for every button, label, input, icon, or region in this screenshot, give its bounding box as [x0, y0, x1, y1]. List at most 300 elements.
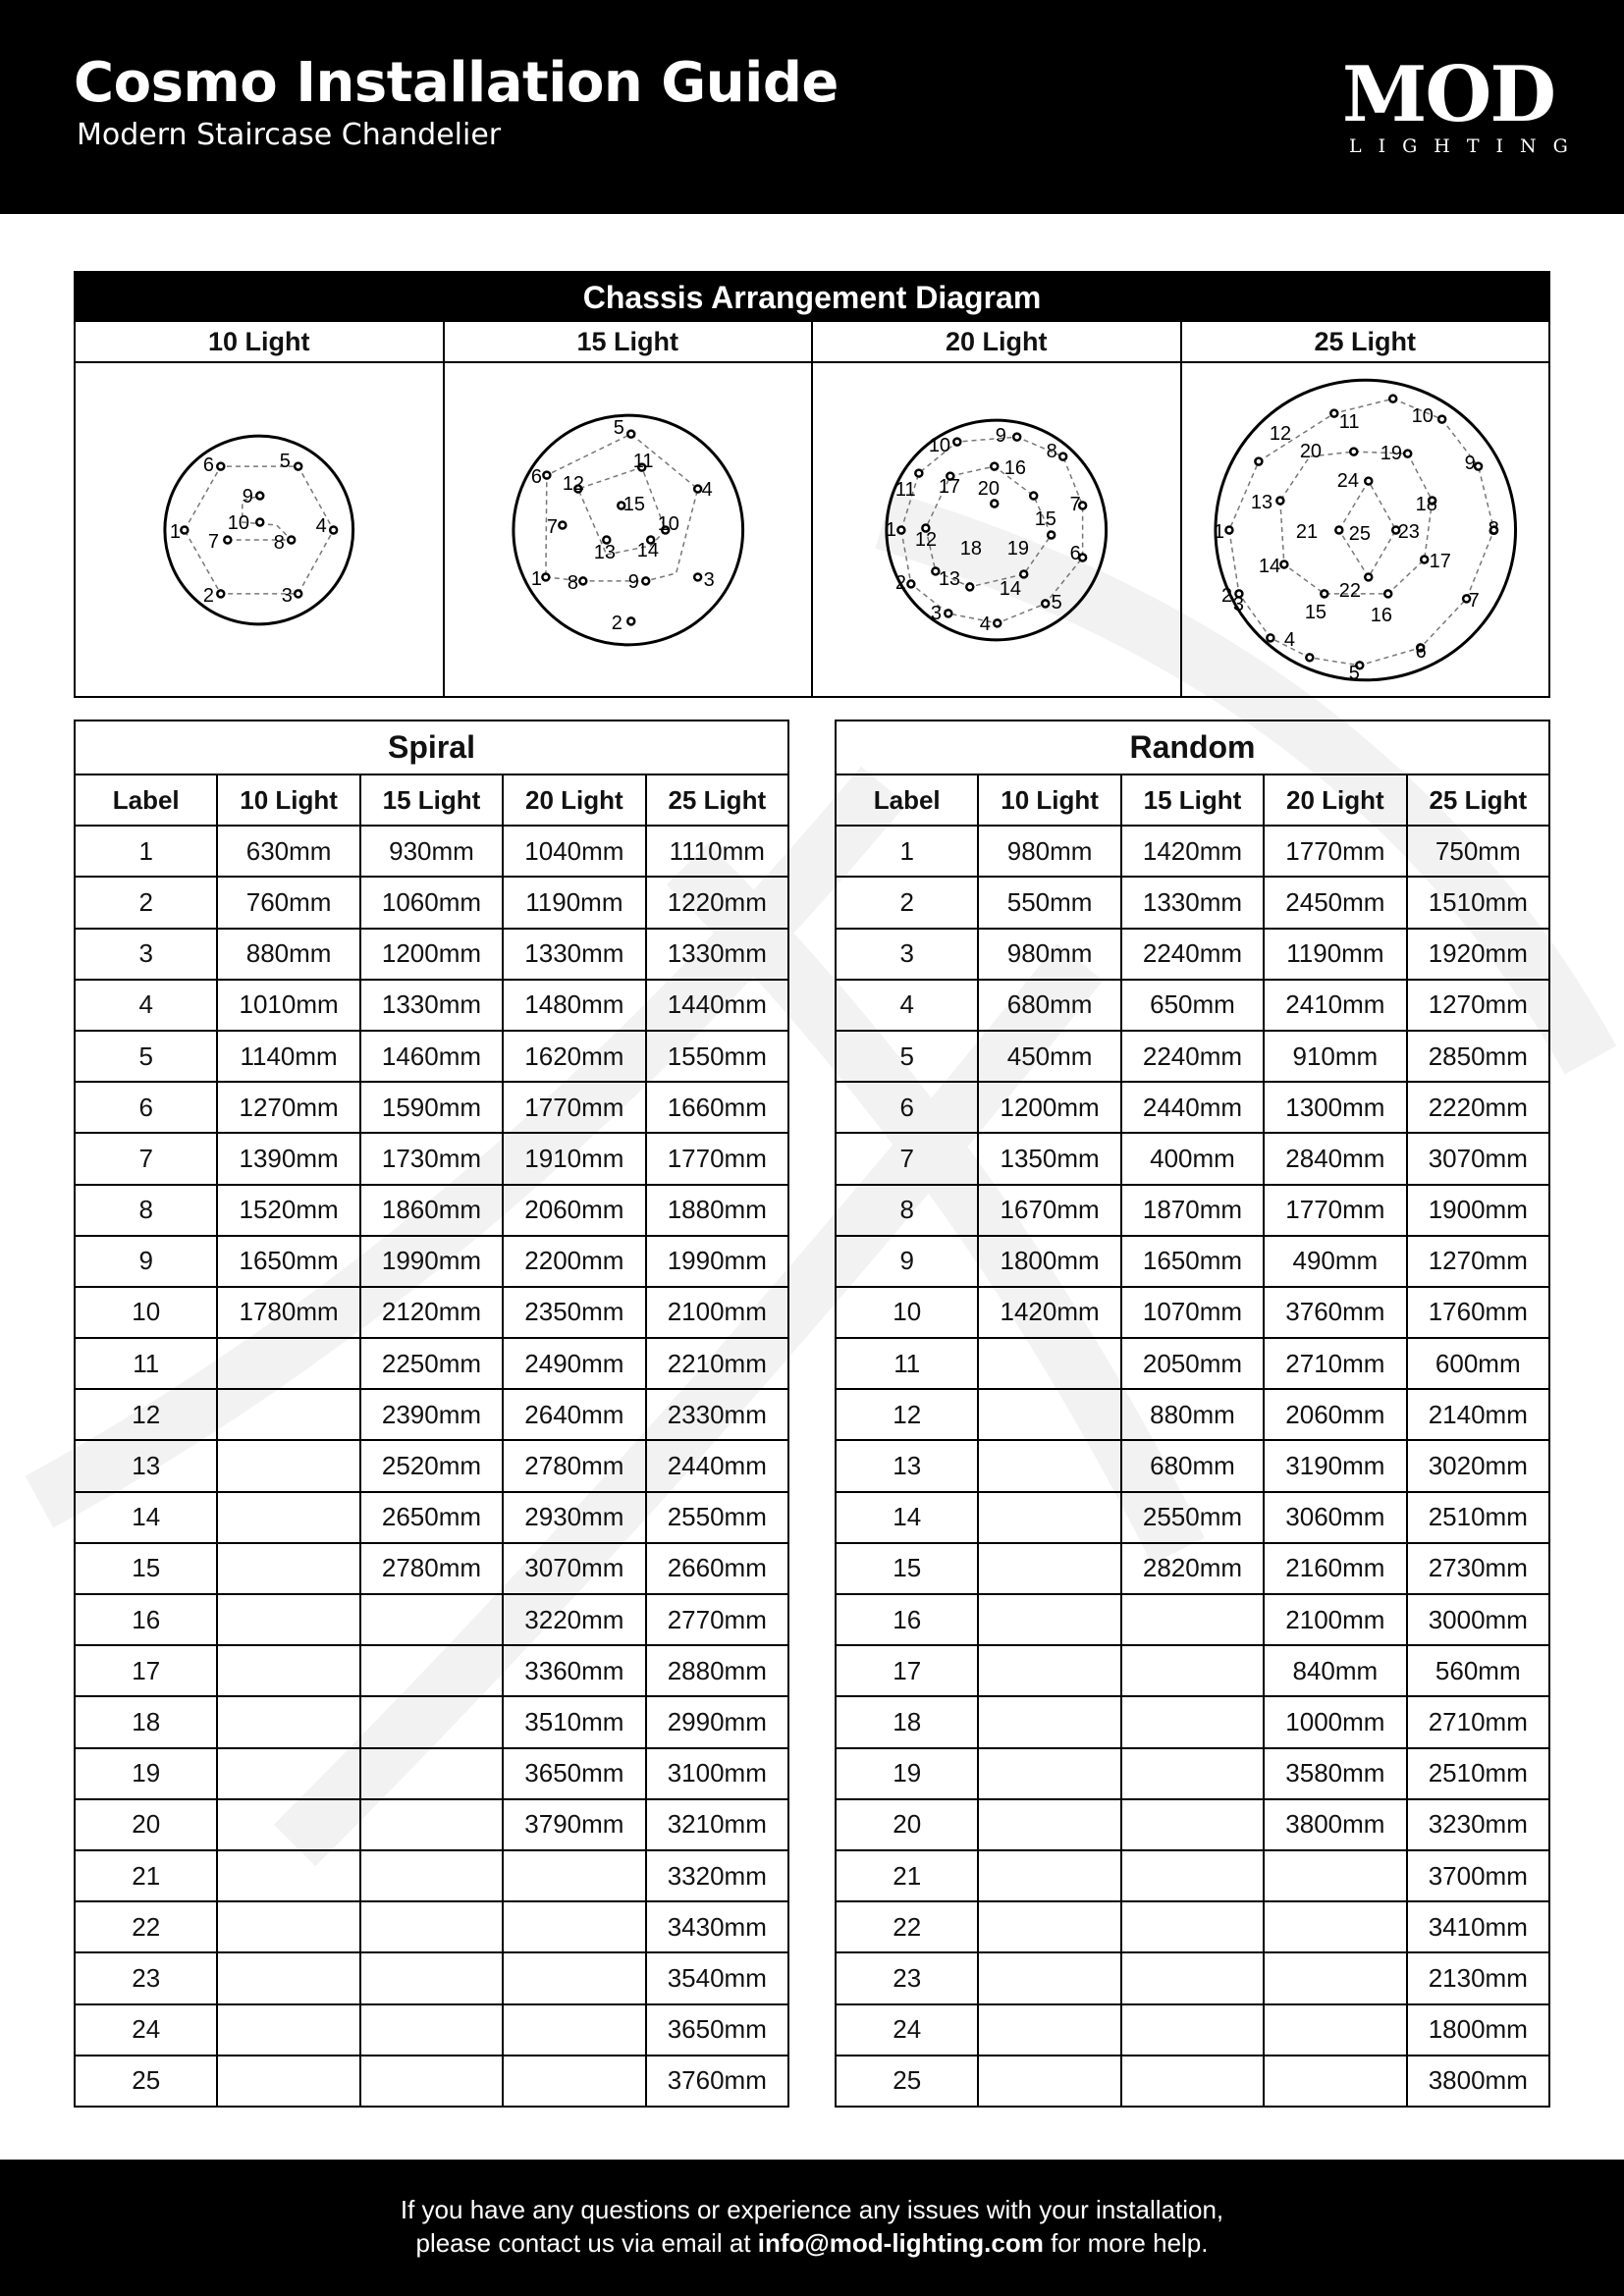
- svg-text:14: 14: [636, 539, 659, 561]
- chassis-diagram-20-light: [813, 363, 1182, 696]
- svg-text:16: 16: [1003, 457, 1026, 480]
- distance-cell: 3320mm: [646, 1850, 788, 1901]
- distance-cell: 2730mm: [1407, 1543, 1549, 1594]
- distance-cell: 3510mm: [503, 1696, 645, 1747]
- svg-text:13: 13: [1250, 492, 1272, 514]
- svg-text:3: 3: [930, 602, 942, 624]
- distance-cell: 3230mm: [1407, 1799, 1549, 1850]
- distance-cell: [1121, 1645, 1264, 1696]
- distance-cell: [217, 1799, 359, 1850]
- distance-cell: 2710mm: [1407, 1696, 1549, 1747]
- distance-cell: 1670mm: [978, 1185, 1120, 1236]
- distance-cell: 1480mm: [503, 980, 645, 1031]
- row-label-cell: 24: [75, 2004, 217, 2056]
- distance-cell: [360, 2004, 503, 2056]
- distance-cell: 1510mm: [1407, 877, 1549, 928]
- distance-cell: 2990mm: [646, 1696, 788, 1747]
- svg-text:25: 25: [1348, 522, 1371, 545]
- table-row: [75, 1850, 788, 1901]
- distance-cell: 980mm: [978, 929, 1120, 980]
- svg-text:9: 9: [995, 425, 1006, 448]
- distance-cell: 3220mm: [503, 1594, 645, 1645]
- row-label-cell: 5: [836, 1031, 978, 1082]
- distance-cell: [1121, 1952, 1264, 2003]
- distance-cell: 2510mm: [1407, 1748, 1549, 1799]
- svg-text:10: 10: [1411, 405, 1434, 428]
- distance-cell: 2200mm: [503, 1236, 645, 1287]
- distance-cell: 1390mm: [217, 1133, 359, 1184]
- row-label-cell: 25: [75, 2056, 217, 2107]
- spiral-header-row: [75, 774, 788, 826]
- distance-cell: [217, 1492, 359, 1543]
- distance-cell: 2440mm: [1121, 1082, 1264, 1133]
- svg-text:18: 18: [959, 537, 983, 560]
- table-row: [836, 1748, 1549, 1799]
- distance-cell: 2410mm: [1264, 980, 1406, 1031]
- table-row: [75, 1696, 788, 1747]
- distance-cell: 980mm: [978, 826, 1120, 877]
- distance-cell: 1190mm: [503, 877, 645, 928]
- svg-text:2: 2: [611, 612, 623, 634]
- svg-text:6: 6: [1069, 542, 1081, 564]
- distance-cell: [217, 2004, 359, 2056]
- random-title: Random: [836, 721, 1549, 774]
- distance-cell: [360, 1696, 503, 1747]
- header: [0, 0, 1624, 214]
- footer-line-2-pre: please contact us via email at: [415, 2228, 758, 2258]
- spiral-table: [74, 720, 789, 2108]
- distance-cell: 3070mm: [503, 1543, 645, 1594]
- svg-text:20: 20: [1299, 441, 1322, 463]
- svg-text:3: 3: [281, 584, 293, 607]
- distance-cell: 2450mm: [1264, 877, 1406, 928]
- distance-cell: 1760mm: [1407, 1287, 1549, 1338]
- distance-cell: 1650mm: [217, 1236, 359, 1287]
- distance-cell: 3070mm: [1407, 1133, 1549, 1184]
- distance-cell: 680mm: [1121, 1440, 1264, 1491]
- distance-cell: 3020mm: [1407, 1440, 1549, 1491]
- distance-cell: 2550mm: [1121, 1492, 1264, 1543]
- row-label-cell: 8: [75, 1185, 217, 1236]
- distance-cell: 2130mm: [1407, 1952, 1549, 2003]
- distance-cell: [1121, 2056, 1264, 2107]
- row-label-cell: 15: [836, 1543, 978, 1594]
- row-label-cell: 10: [836, 1287, 978, 1338]
- distance-cell: 2930mm: [503, 1492, 645, 1543]
- distance-cell: 1920mm: [1407, 929, 1549, 980]
- distance-cell: 1190mm: [1264, 929, 1406, 980]
- table-row: [836, 1850, 1549, 1901]
- svg-text:7: 7: [1069, 494, 1081, 516]
- distance-cell: 3580mm: [1264, 1748, 1406, 1799]
- distance-cell: [503, 1952, 645, 2003]
- distance-cell: 2100mm: [646, 1287, 788, 1338]
- distance-cell: 1800mm: [1407, 2004, 1549, 2056]
- distance-cell: 1460mm: [360, 1031, 503, 1082]
- distance-cell: 1870mm: [1121, 1185, 1264, 1236]
- distance-cell: 1200mm: [978, 1082, 1120, 1133]
- distance-cell: [978, 1748, 1120, 1799]
- distance-cell: [978, 1799, 1120, 1850]
- svg-text:24: 24: [1336, 470, 1359, 493]
- distance-cell: 2050mm: [1121, 1338, 1264, 1389]
- row-label-cell: 19: [75, 1748, 217, 1799]
- svg-text:13: 13: [938, 567, 961, 590]
- table-row: [836, 1082, 1549, 1133]
- table-row: [836, 1389, 1549, 1440]
- distance-cell: 1110mm: [646, 826, 788, 877]
- distance-cell: [217, 1850, 359, 1901]
- distance-cell: 1520mm: [217, 1185, 359, 1236]
- table-row: [75, 929, 788, 980]
- chassis-header-row: [76, 322, 1548, 363]
- table-row: [75, 877, 788, 928]
- distance-cell: 1010mm: [217, 980, 359, 1031]
- svg-text:5: 5: [279, 451, 291, 473]
- svg-text:12: 12: [914, 528, 938, 551]
- distance-cell: [217, 1696, 359, 1747]
- distance-cell: 1200mm: [360, 929, 503, 980]
- table-row: [836, 1594, 1549, 1645]
- random-col-25-light: 25 Light: [1407, 774, 1549, 826]
- distance-cell: [217, 2056, 359, 2107]
- row-label-cell: 2: [836, 877, 978, 928]
- distance-cell: [1264, 1901, 1406, 1952]
- svg-text:14: 14: [1258, 555, 1280, 577]
- distance-cell: 2240mm: [1121, 1031, 1264, 1082]
- svg-text:19: 19: [1006, 537, 1029, 560]
- distance-cell: 1330mm: [646, 929, 788, 980]
- chassis-arrangement-diagram: [74, 271, 1550, 698]
- distance-cell: 2880mm: [646, 1645, 788, 1696]
- row-label-cell: 1: [75, 826, 217, 877]
- chassis-diagram-10-light: [76, 363, 445, 696]
- distance-cell: 880mm: [1121, 1389, 1264, 1440]
- distance-cell: 2220mm: [1407, 1082, 1549, 1133]
- svg-text:9: 9: [242, 486, 253, 508]
- distance-cell: [978, 1543, 1120, 1594]
- footer-line-2: [0, 2226, 1624, 2260]
- distance-cell: 3360mm: [503, 1645, 645, 1696]
- distance-cell: [503, 1901, 645, 1952]
- distance-cell: 910mm: [1264, 1031, 1406, 1082]
- distance-cell: 1440mm: [646, 980, 788, 1031]
- distance-cell: 3760mm: [646, 2056, 788, 2107]
- distance-cell: [503, 2004, 645, 2056]
- distance-cell: 2770mm: [646, 1594, 788, 1645]
- svg-text:15: 15: [1034, 508, 1056, 531]
- table-row: [75, 1543, 788, 1594]
- table-row: [75, 1799, 788, 1850]
- svg-text:5: 5: [613, 417, 624, 440]
- table-row: [75, 826, 788, 877]
- distance-cell: 3760mm: [1264, 1287, 1406, 1338]
- row-label-cell: 23: [75, 1952, 217, 2003]
- row-label-cell: 19: [836, 1748, 978, 1799]
- distance-cell: [978, 1952, 1120, 2003]
- chassis-diagram-15-light: [445, 363, 814, 696]
- svg-text:5: 5: [1348, 662, 1360, 684]
- svg-text:12: 12: [562, 473, 584, 496]
- table-row: [75, 1185, 788, 1236]
- distance-cell: 490mm: [1264, 1236, 1406, 1287]
- row-label-cell: 7: [836, 1133, 978, 1184]
- row-label-cell: 6: [836, 1082, 978, 1133]
- distance-cell: 1770mm: [503, 1082, 645, 1133]
- distance-cell: 3540mm: [646, 1952, 788, 2003]
- table-row: [836, 826, 1549, 877]
- distance-cell: [217, 1952, 359, 2003]
- distance-cell: 560mm: [1407, 1645, 1549, 1696]
- distance-cell: 1420mm: [1121, 826, 1264, 877]
- distance-cell: 1990mm: [360, 1236, 503, 1287]
- distance-cell: 1660mm: [646, 1082, 788, 1133]
- row-label-cell: 4: [836, 980, 978, 1031]
- table-row: [836, 1236, 1549, 1287]
- table-row: [836, 1440, 1549, 1491]
- distance-cell: 3210mm: [646, 1799, 788, 1850]
- distance-cell: 1550mm: [646, 1031, 788, 1082]
- chassis-25-svg: [1182, 363, 1549, 696]
- distance-cell: 1990mm: [646, 1236, 788, 1287]
- svg-text:2: 2: [202, 584, 214, 607]
- distance-cell: [360, 1748, 503, 1799]
- row-label-cell: 22: [836, 1901, 978, 1952]
- distance-cell: 1620mm: [503, 1031, 645, 1082]
- row-label-cell: 20: [75, 1799, 217, 1850]
- distance-cell: 1900mm: [1407, 1185, 1549, 1236]
- distance-cell: [360, 1952, 503, 2003]
- svg-text:23: 23: [1397, 520, 1420, 543]
- row-label-cell: 18: [836, 1696, 978, 1747]
- row-label-cell: 17: [75, 1645, 217, 1696]
- distance-cell: 2640mm: [503, 1389, 645, 1440]
- distance-cell: 1770mm: [1264, 1185, 1406, 1236]
- chassis-col-15-light: 15 Light: [445, 322, 814, 361]
- row-label-cell: 18: [75, 1696, 217, 1747]
- distance-cell: 2780mm: [503, 1440, 645, 1491]
- distance-cell: 1880mm: [646, 1185, 788, 1236]
- row-label-cell: 6: [75, 1082, 217, 1133]
- distance-cell: [217, 1594, 359, 1645]
- distance-cell: [503, 2056, 645, 2107]
- distance-cell: 2820mm: [1121, 1543, 1264, 1594]
- random-col-label: Label: [836, 774, 978, 826]
- table-row: [75, 2004, 788, 2056]
- svg-text:7: 7: [546, 515, 558, 538]
- table-row: [836, 1031, 1549, 1082]
- row-label-cell: 11: [836, 1338, 978, 1389]
- table-row: [75, 1133, 788, 1184]
- table-row: [75, 1287, 788, 1338]
- svg-text:13: 13: [593, 541, 616, 563]
- distance-cell: 1730mm: [360, 1133, 503, 1184]
- random-col-20-light: 20 Light: [1264, 774, 1406, 826]
- distance-cell: 2850mm: [1407, 1031, 1549, 1082]
- distance-cell: 3000mm: [1407, 1594, 1549, 1645]
- distance-cell: [978, 1440, 1120, 1491]
- distance-cell: [978, 2056, 1120, 2107]
- distance-cell: 2650mm: [360, 1492, 503, 1543]
- svg-text:21: 21: [1295, 520, 1318, 543]
- svg-text:6: 6: [1415, 640, 1427, 663]
- table-row: [836, 1492, 1549, 1543]
- distance-cell: 1000mm: [1264, 1696, 1406, 1747]
- random-col-10-light: 10 Light: [978, 774, 1120, 826]
- row-label-cell: 24: [836, 2004, 978, 2056]
- spiral-col-10-light: 10 Light: [217, 774, 359, 826]
- table-row: [836, 2056, 1549, 2107]
- distance-cell: 1780mm: [217, 1287, 359, 1338]
- distance-cell: 2350mm: [503, 1287, 645, 1338]
- distance-cell: [978, 1492, 1120, 1543]
- chassis-col-25-light: 25 Light: [1314, 327, 1416, 356]
- row-label-cell: 13: [75, 1440, 217, 1491]
- logo-sub-text: LIGHTING: [1349, 135, 1585, 157]
- svg-text:15: 15: [1304, 601, 1326, 623]
- distance-cell: 2160mm: [1264, 1543, 1406, 1594]
- row-label-cell: 21: [75, 1850, 217, 1901]
- table-row: [836, 929, 1549, 980]
- distance-cell: [1264, 2004, 1406, 2056]
- svg-text:18: 18: [1415, 494, 1437, 516]
- row-label-cell: 23: [836, 1952, 978, 2003]
- distance-cell: [978, 1901, 1120, 1952]
- row-label-cell: 12: [836, 1389, 978, 1440]
- distance-cell: [217, 1440, 359, 1491]
- distance-cell: [217, 1543, 359, 1594]
- distance-cell: [978, 1850, 1120, 1901]
- distance-cell: 2550mm: [646, 1492, 788, 1543]
- svg-text:6: 6: [202, 454, 214, 477]
- distance-cell: 1420mm: [978, 1287, 1120, 1338]
- distance-cell: [978, 1338, 1120, 1389]
- svg-text:2: 2: [894, 571, 906, 594]
- distance-cell: [503, 1850, 645, 1901]
- distance-cell: [1264, 2056, 1406, 2107]
- table-row: [836, 980, 1549, 1031]
- spiral-title: Spiral: [75, 721, 788, 774]
- svg-text:1: 1: [1213, 520, 1224, 543]
- svg-text:20: 20: [977, 478, 1000, 501]
- distance-cell: 1350mm: [978, 1133, 1120, 1184]
- distance-cell: 630mm: [217, 826, 359, 877]
- row-label-cell: 14: [75, 1492, 217, 1543]
- svg-text:11: 11: [632, 451, 653, 473]
- distance-cell: 1270mm: [1407, 980, 1549, 1031]
- table-row: [836, 1645, 1549, 1696]
- row-label-cell: 8: [836, 1185, 978, 1236]
- distance-cell: [1121, 1850, 1264, 1901]
- table-row: [836, 1901, 1549, 1952]
- chassis-20-svg: [813, 363, 1180, 696]
- distance-cell: [978, 1696, 1120, 1747]
- row-label-cell: 9: [836, 1236, 978, 1287]
- distance-cell: 2520mm: [360, 1440, 503, 1491]
- svg-text:15: 15: [623, 494, 645, 516]
- row-label-cell: 22: [75, 1901, 217, 1952]
- table-row: [75, 1389, 788, 1440]
- distance-cell: [1121, 1696, 1264, 1747]
- distance-cell: [978, 1594, 1120, 1645]
- svg-text:11: 11: [894, 479, 916, 502]
- distance-cell: 2240mm: [1121, 929, 1264, 980]
- distance-cell: 2710mm: [1264, 1338, 1406, 1389]
- distance-cell: 1770mm: [646, 1133, 788, 1184]
- contact-email-link[interactable]: info@mod-lighting.com: [757, 2228, 1044, 2258]
- svg-text:4: 4: [315, 514, 327, 537]
- distance-cell: 1220mm: [646, 877, 788, 928]
- row-label-cell: 20: [836, 1799, 978, 1850]
- distance-cell: 3100mm: [646, 1748, 788, 1799]
- distance-cell: [360, 1645, 503, 1696]
- table-row: [75, 1440, 788, 1491]
- svg-text:2: 2: [1220, 584, 1232, 607]
- svg-text:14: 14: [999, 577, 1021, 600]
- row-label-cell: 14: [836, 1492, 978, 1543]
- svg-text:19: 19: [1380, 443, 1402, 465]
- distance-cell: 1300mm: [1264, 1082, 1406, 1133]
- distance-cell: 1590mm: [360, 1082, 503, 1133]
- spiral-col-label: Label: [75, 774, 217, 826]
- distance-cell: [217, 1389, 359, 1440]
- svg-text:1: 1: [169, 520, 181, 543]
- svg-text:4: 4: [979, 613, 991, 635]
- distance-cell: 3060mm: [1264, 1492, 1406, 1543]
- distance-cell: 3410mm: [1407, 1901, 1549, 1952]
- svg-text:3: 3: [1232, 593, 1244, 615]
- table-row: [836, 1543, 1549, 1594]
- distance-cell: 400mm: [1121, 1133, 1264, 1184]
- svg-text:10: 10: [928, 435, 951, 457]
- chassis-col-20-light: 20 Light: [813, 322, 1182, 361]
- distance-cell: 1070mm: [1121, 1287, 1264, 1338]
- svg-text:10: 10: [657, 512, 679, 535]
- chassis-title: Chassis Arrangement Diagram: [76, 273, 1548, 322]
- svg-text:11: 11: [1338, 411, 1360, 434]
- svg-text:22: 22: [1338, 579, 1361, 602]
- distance-cell: 930mm: [360, 826, 503, 877]
- distance-cell: [1121, 1748, 1264, 1799]
- table-row: [836, 1338, 1549, 1389]
- distance-cell: 2250mm: [360, 1338, 503, 1389]
- distance-cell: [360, 1799, 503, 1850]
- chassis-col-10-light: 10 Light: [76, 322, 445, 361]
- spiral-col-20-light: 20 Light: [503, 774, 645, 826]
- distance-cell: 2210mm: [646, 1338, 788, 1389]
- svg-text:7: 7: [1468, 589, 1480, 612]
- svg-text:10: 10: [227, 512, 250, 535]
- table-row: [75, 1338, 788, 1389]
- svg-text:9: 9: [627, 570, 639, 593]
- distance-cell: [978, 1645, 1120, 1696]
- table-row: [75, 1748, 788, 1799]
- table-row: [75, 1645, 788, 1696]
- random-col-15-light: 15 Light: [1121, 774, 1264, 826]
- distance-cell: [217, 1645, 359, 1696]
- table-row: [836, 1287, 1549, 1338]
- row-label-cell: 9: [75, 1236, 217, 1287]
- table-row: [836, 1185, 1549, 1236]
- distance-cell: 2780mm: [360, 1543, 503, 1594]
- distance-cell: 3800mm: [1407, 2056, 1549, 2107]
- distance-cell: [1121, 1594, 1264, 1645]
- distance-cell: [1264, 1850, 1406, 1901]
- distance-cell: 2490mm: [503, 1338, 645, 1389]
- distance-cell: [978, 2004, 1120, 2056]
- svg-text:9: 9: [1464, 453, 1476, 475]
- distance-cell: 1910mm: [503, 1133, 645, 1184]
